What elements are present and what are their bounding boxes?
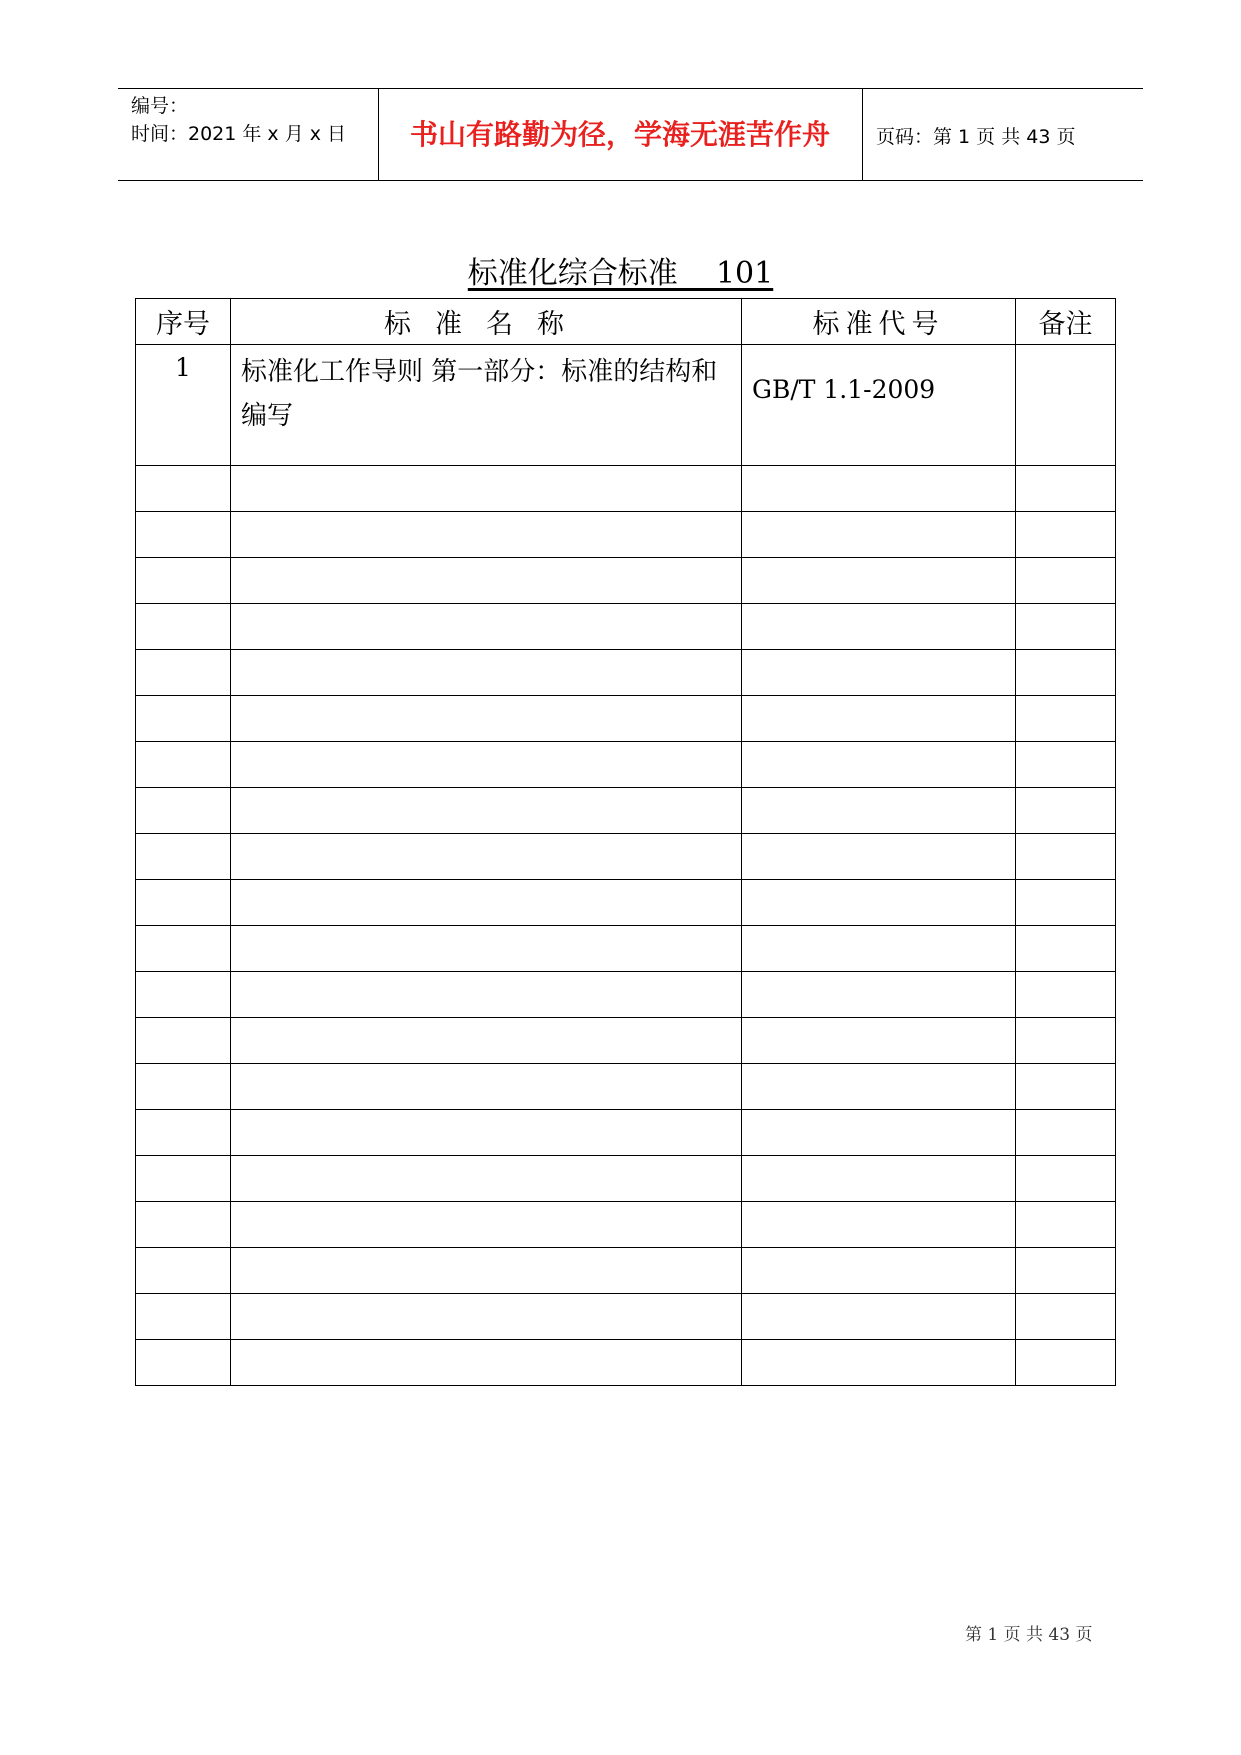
table-header-row	[136, 299, 1116, 345]
row-standard-name	[231, 1202, 742, 1248]
table-row	[136, 650, 1116, 696]
row-standard-code	[742, 880, 1016, 926]
row-standard-code	[742, 604, 1016, 650]
row-standard-name	[231, 1294, 742, 1340]
row-note	[1016, 926, 1116, 972]
row-note	[1016, 1064, 1116, 1110]
document-time: 时间：2021 年 x 月 x 日	[131, 123, 347, 145]
header-page-info: 页码：第 1 页 共 43 页	[876, 126, 1076, 148]
row-note	[1016, 1110, 1116, 1156]
row-standard-code	[742, 926, 1016, 972]
header-top-rule	[118, 88, 1143, 89]
column-header-code: 标准代号	[742, 299, 1016, 345]
column-header-seq: 序号	[136, 299, 231, 345]
row-standard-name	[231, 466, 742, 512]
row-standard-name	[231, 696, 742, 742]
row-standard-name	[231, 742, 742, 788]
row-standard-code	[742, 788, 1016, 834]
row-standard-name	[231, 880, 742, 926]
row-note	[1016, 1340, 1116, 1386]
row-standard-code	[742, 650, 1016, 696]
row-seq	[136, 880, 231, 926]
column-header-name: 标准名称	[231, 299, 742, 345]
row-seq	[136, 1064, 231, 1110]
row-seq	[136, 1340, 231, 1386]
row-standard-code	[742, 1294, 1016, 1340]
row-seq	[136, 1156, 231, 1202]
row-seq	[136, 926, 231, 972]
row-standard-code	[742, 466, 1016, 512]
row-seq	[136, 834, 231, 880]
row-seq	[136, 604, 231, 650]
table-row	[136, 742, 1116, 788]
row-note	[1016, 512, 1116, 558]
row-standard-name	[231, 926, 742, 972]
column-header-note: 备注	[1016, 299, 1116, 345]
header-motto: 书山有路勤为径，学海无涯苦作舟	[409, 118, 830, 151]
row-standard-code	[742, 1340, 1016, 1386]
row-note	[1016, 650, 1116, 696]
row-standard-name	[231, 1110, 742, 1156]
row-note	[1016, 558, 1116, 604]
header-divider-right	[862, 88, 863, 181]
row-note	[1016, 880, 1116, 926]
row-note	[1016, 972, 1116, 1018]
row-standard-code	[742, 1248, 1016, 1294]
table-row	[136, 1294, 1116, 1340]
row-note	[1016, 1156, 1116, 1202]
table-row	[136, 972, 1116, 1018]
table-row	[136, 1156, 1116, 1202]
row-seq	[136, 558, 231, 604]
table-row	[136, 604, 1116, 650]
row-standard-name	[231, 512, 742, 558]
row-standard-code	[742, 1064, 1016, 1110]
table-row	[136, 512, 1116, 558]
row-standard-code	[742, 1156, 1016, 1202]
row-standard-name: 标准化工作导则 第一部分：标准的结构和编写	[231, 345, 742, 466]
row-standard-code	[742, 1202, 1016, 1248]
row-note	[1016, 1202, 1116, 1248]
header-meta	[131, 92, 346, 148]
table-row	[136, 1110, 1116, 1156]
table-row	[136, 466, 1116, 512]
row-seq	[136, 512, 231, 558]
table-row	[136, 834, 1116, 880]
table-row	[136, 926, 1116, 972]
standards-table	[135, 298, 1116, 1386]
row-note	[1016, 1294, 1116, 1340]
row-standard-code: GB/T 1.1-2009	[742, 345, 1016, 466]
row-standard-name	[231, 1340, 742, 1386]
table-row	[136, 880, 1116, 926]
row-note	[1016, 345, 1116, 466]
row-standard-name	[231, 1064, 742, 1110]
table-row	[136, 558, 1116, 604]
row-note	[1016, 742, 1116, 788]
row-standard-code	[742, 558, 1016, 604]
table-row	[136, 1340, 1116, 1386]
row-standard-code	[742, 1110, 1016, 1156]
table-row	[136, 1064, 1116, 1110]
row-standard-code	[742, 834, 1016, 880]
table-row	[136, 1248, 1116, 1294]
row-note	[1016, 604, 1116, 650]
row-seq	[136, 650, 231, 696]
row-standard-code	[742, 512, 1016, 558]
row-seq	[136, 1202, 231, 1248]
row-standard-name	[231, 972, 742, 1018]
row-seq: 1	[136, 345, 231, 466]
footer-page-number: 第 1 页 共 43 页	[965, 1625, 1093, 1645]
document-title-text: 标准化综合标准 101	[467, 256, 774, 291]
table-row	[136, 1202, 1116, 1248]
row-standard-name	[231, 788, 742, 834]
row-seq	[136, 1110, 231, 1156]
row-note	[1016, 834, 1116, 880]
header-bottom-rule	[118, 180, 1143, 181]
row-seq	[136, 1294, 231, 1340]
row-seq	[136, 466, 231, 512]
table-row	[136, 1018, 1116, 1064]
row-standard-code	[742, 972, 1016, 1018]
row-standard-name	[231, 650, 742, 696]
row-seq	[136, 972, 231, 1018]
row-standard-name	[231, 834, 742, 880]
row-standard-name	[231, 604, 742, 650]
document-title	[0, 254, 1241, 294]
row-standard-name	[231, 1018, 742, 1064]
row-standard-name	[231, 1156, 742, 1202]
row-standard-name	[231, 1248, 742, 1294]
row-seq	[136, 1018, 231, 1064]
row-note	[1016, 1248, 1116, 1294]
row-seq	[136, 742, 231, 788]
row-seq	[136, 788, 231, 834]
row-note	[1016, 788, 1116, 834]
row-note	[1016, 466, 1116, 512]
row-standard-name	[231, 558, 742, 604]
row-seq	[136, 696, 231, 742]
row-standard-code	[742, 1018, 1016, 1064]
table-row	[136, 345, 1116, 466]
row-standard-code	[742, 742, 1016, 788]
document-number-label: 编号：	[131, 95, 189, 117]
row-seq	[136, 1248, 231, 1294]
row-note	[1016, 1018, 1116, 1064]
row-standard-code	[742, 696, 1016, 742]
table-row	[136, 696, 1116, 742]
table-row	[136, 788, 1116, 834]
row-note	[1016, 696, 1116, 742]
